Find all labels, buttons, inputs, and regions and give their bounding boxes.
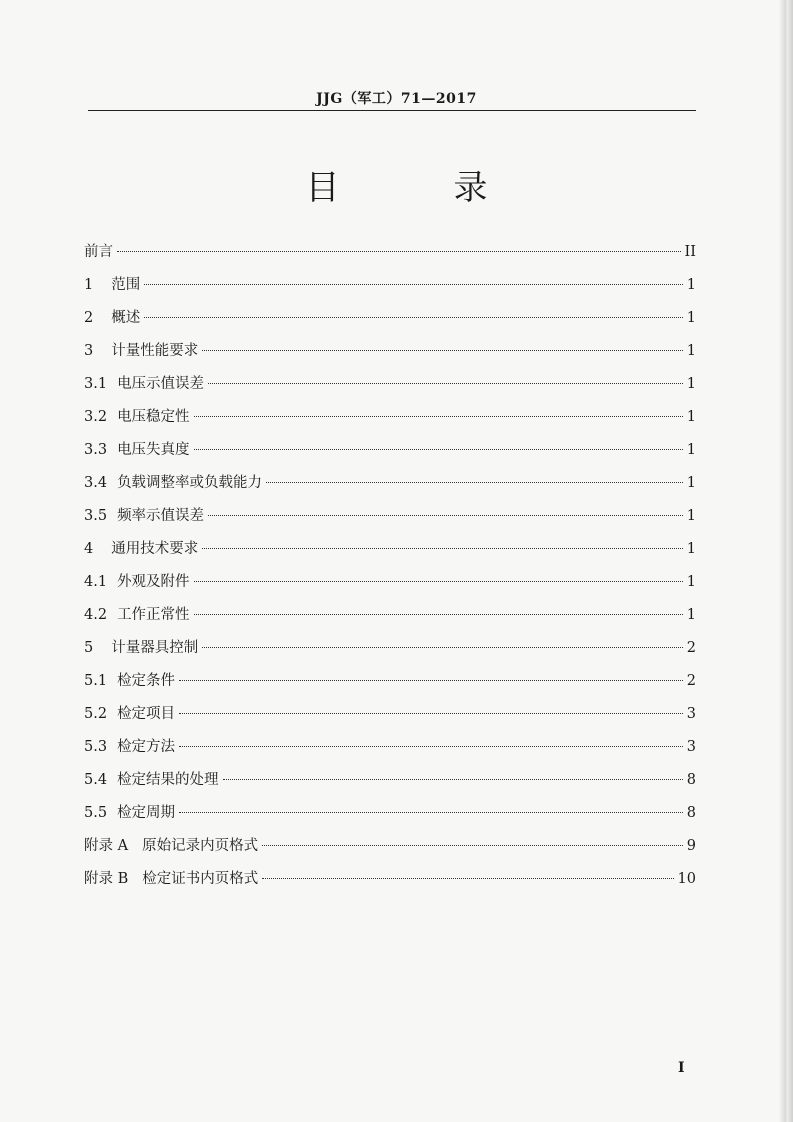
toc-leader-dots	[202, 548, 683, 549]
toc-entry-number: 附录 B	[84, 871, 129, 887]
toc-entry-number: 1	[84, 277, 94, 293]
toc-entry-page: 1	[686, 310, 696, 326]
toc-entry[interactable]	[84, 504, 696, 537]
toc-leader-dots	[202, 647, 683, 648]
toc-entry-label: 外观及附件	[117, 574, 190, 590]
toc-entry-label: 电压示值误差	[117, 376, 205, 392]
toc-leader-dots	[202, 350, 683, 351]
toc-entry[interactable]	[84, 570, 696, 603]
toc-entry-page: 1	[686, 409, 696, 425]
toc-entry-number: 4	[84, 541, 94, 557]
toc-entry-label: 检定条件	[117, 673, 176, 689]
toc-leader-dots	[208, 383, 683, 384]
toc-entry-number: 5	[84, 640, 94, 656]
toc-entry-page: 1	[686, 442, 696, 458]
toc-leader-dots	[262, 878, 673, 879]
toc-entry-label: 工作正常性	[117, 607, 190, 623]
toc-entry-number: 2	[84, 310, 94, 326]
toc-entry-page: 1	[686, 475, 696, 491]
toc-leader-dots	[194, 449, 683, 450]
toc-entry-label: 检定证书内页格式	[142, 871, 259, 887]
toc-entry-page: 1	[686, 508, 696, 524]
toc-entry-page: 3	[686, 739, 696, 755]
toc-leader-dots	[179, 812, 683, 813]
toc-entry-page: II	[684, 244, 696, 260]
toc-entry[interactable]	[84, 867, 696, 900]
toc-leader-dots	[179, 713, 683, 714]
toc-entry-label: 范围	[111, 277, 141, 293]
toc-entry-page: 3	[686, 706, 696, 722]
toc-leader-dots	[144, 284, 683, 285]
page-number: I	[678, 1060, 685, 1076]
toc-entry[interactable]	[84, 339, 696, 372]
toc-entry-number: 5.4	[84, 772, 108, 788]
toc-entry[interactable]	[84, 636, 696, 669]
toc-entry-page: 8	[686, 805, 696, 821]
toc-leader-dots	[266, 482, 683, 483]
toc-entry-number: 4.1	[84, 574, 108, 590]
toc-entry[interactable]	[84, 240, 696, 273]
toc-entry-page: 1	[686, 541, 696, 557]
toc-leader-dots	[117, 251, 681, 252]
toc-entry-number: 3.4	[84, 475, 108, 491]
toc-entry-number: 5.1	[84, 673, 108, 689]
toc-leader-dots	[262, 845, 683, 846]
toc-entry[interactable]	[84, 438, 696, 471]
toc-leader-dots	[223, 779, 683, 780]
standard-code-header: JJG（军工）71—2017	[316, 91, 477, 107]
toc-entry[interactable]	[84, 306, 696, 339]
toc-entry-number: 5.2	[84, 706, 108, 722]
toc-entry-label: 检定项目	[117, 706, 176, 722]
toc-entry-page: 2	[686, 640, 696, 656]
toc-entry-label: 计量器具控制	[111, 640, 199, 656]
toc-entry-number: 4.2	[84, 607, 108, 623]
toc-entry-label: 概述	[111, 310, 141, 326]
toc-entry-page: 8	[686, 772, 696, 788]
toc-entry[interactable]	[84, 405, 696, 438]
toc-entry-number: 3	[84, 343, 94, 359]
toc-entry-label: 电压稳定性	[117, 409, 190, 425]
toc-entry[interactable]	[84, 834, 696, 867]
toc-entry-page: 1	[686, 376, 696, 392]
toc-entry[interactable]	[84, 702, 696, 735]
toc-entry-label: 电压失真度	[117, 442, 190, 458]
toc-entry-number: 附录 A	[84, 838, 129, 854]
toc-leader-dots	[179, 746, 683, 747]
toc-entry[interactable]	[84, 471, 696, 504]
toc-entry[interactable]	[84, 735, 696, 768]
toc-entry-label: 通用技术要求	[111, 541, 199, 557]
toc-entry-page: 1	[686, 343, 696, 359]
toc-entry-label: 计量性能要求	[111, 343, 199, 359]
toc-entry-number: 5.3	[84, 739, 108, 755]
toc-entry-number: 3.3	[84, 442, 108, 458]
toc-entry-number: 3.5	[84, 508, 108, 524]
toc-entry-page: 10	[677, 871, 696, 887]
toc-leader-dots	[194, 581, 683, 582]
toc-entry-number: 3.2	[84, 409, 108, 425]
toc-leader-dots	[194, 614, 683, 615]
toc-leader-dots	[144, 317, 683, 318]
toc-leader-dots	[208, 515, 683, 516]
toc-entry[interactable]	[84, 273, 696, 306]
toc-entry-page: 9	[686, 838, 696, 854]
toc-entry-page: 2	[686, 673, 696, 689]
toc-entry[interactable]	[84, 768, 696, 801]
header-rule	[88, 110, 696, 111]
toc-entry-page: 1	[686, 574, 696, 590]
toc-entry-number: 5.5	[84, 805, 108, 821]
toc-entry-page: 1	[686, 607, 696, 623]
toc-entry[interactable]	[84, 537, 696, 570]
toc-entry-label: 检定方法	[117, 739, 176, 755]
toc-entry-page: 1	[686, 277, 696, 293]
toc-entry[interactable]	[84, 603, 696, 636]
toc-entry[interactable]	[84, 372, 696, 405]
toc-entry-label: 频率示值误差	[117, 508, 205, 524]
toc-entry-label: 检定结果的处理	[117, 772, 219, 788]
toc-leader-dots	[179, 680, 683, 681]
toc-entry-label: 检定周期	[117, 805, 176, 821]
toc-leader-dots	[194, 416, 683, 417]
table-of-contents	[84, 240, 696, 900]
toc-entry-number: 3.1	[84, 376, 108, 392]
toc-entry[interactable]	[84, 669, 696, 702]
toc-entry[interactable]	[84, 801, 696, 834]
toc-entry-label: 前言	[84, 244, 113, 260]
toc-entry-label: 原始记录内页格式	[142, 838, 259, 854]
toc-entry-label: 负载调整率或负载能力	[117, 475, 263, 491]
page-title: 目 录	[305, 168, 528, 208]
